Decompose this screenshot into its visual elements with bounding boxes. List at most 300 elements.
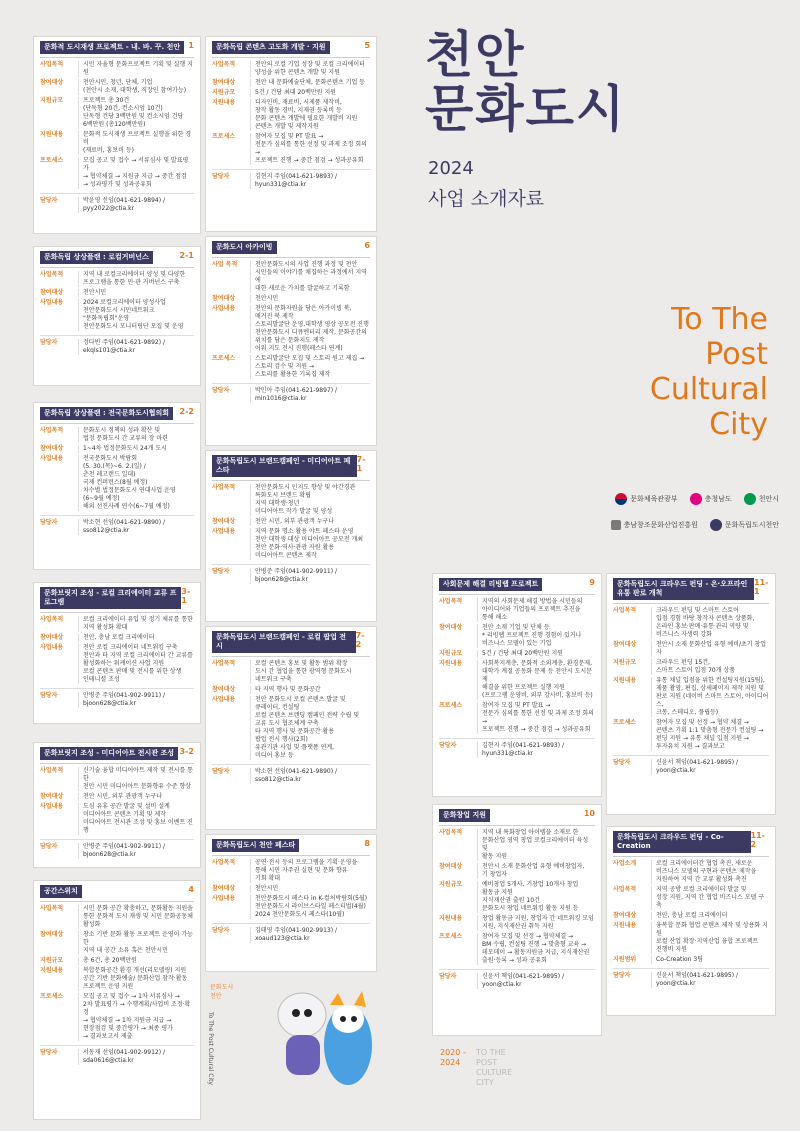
row-label: 참여대상 (40, 793, 64, 800)
card-row (439, 863, 595, 879)
row-value: 지역 내 특화창업 아이템을 소재로 한 문화산업 영역 창업 로컬크리에이터 육성 및 활동 지원 (477, 829, 595, 861)
row-value: 신기술 융합 미디어아트 제작 및 전시를 통한 천안 시민 미디어아트 문화향유 수준 향상 (78, 767, 194, 791)
logo-mcst (615, 493, 677, 505)
card-row (40, 793, 194, 801)
row-label: 담당자 (439, 742, 457, 749)
card-row (212, 885, 370, 893)
card-title: 문화독립도시 천안 페스타 (212, 839, 299, 852)
card-row (40, 688, 194, 708)
english-slogan: To The Post Cultural City (649, 302, 768, 442)
row-label: 지원범위 (613, 956, 637, 963)
card-number: 5 (364, 41, 370, 50)
row-label: 참여대상 (212, 518, 236, 525)
card-row (40, 616, 194, 632)
row-value: 천안의 문화자원을 담은 아카이빙 북, 매거진 북 제작 스토리발굴단 운영,대학생 영상 공모전 진행 천안문화도시 디큐멘터리 제작, 문화공간의 위치를 담은 문화지도 제작 어워 지도 전시 진행(페스타 연계) (250, 305, 370, 353)
card-row (40, 289, 194, 297)
row-label: 참여대상 (40, 634, 64, 641)
card-row (613, 886, 769, 910)
row-value: 시민 문화 공간 확충하고, 문화활동 지원을 통한 문화적 도시 재생 및 시민 문화공동체 활성화 (78, 905, 194, 929)
row-value: 천안 문화도시 로컬 콘텐츠 발굴 및 큐레이터, 컨설팅 로컬 콘텐츠 브랜딩 캠페인 전략 수립 및 교류 도시 협조체계 구축 타 지역 행사 및 문화공간 활용 팝업 전시 행사(2회) 유관기관 사업 및 플랫폼 연계, 미디어 홍보 등 (250, 696, 370, 760)
card-header (212, 455, 370, 481)
card-row (439, 650, 595, 658)
row-label: 프로세스 (40, 993, 64, 1000)
row-value: 천안, 충남 로컬 크리에이터 (651, 912, 769, 920)
row-value: 천안시 소재 문화산업 유형 예비/초기 창업자 (651, 641, 769, 657)
row-label: 참여대상 (212, 686, 236, 693)
card-row (439, 969, 595, 989)
card-number: 7-1 (356, 455, 366, 473)
row-value: 창업 활동금 지원, 창업자 간 네트워킹 모임 지원, 지식재산권 취득 지원 (477, 915, 595, 931)
row-value: 스토리발굴단 모집 및 스토리 원고 제집 → 스토리 검수 및 지원 → 스토리를 활용한 기록집 제작 (250, 355, 370, 379)
card-title: 공간스위치 (40, 885, 82, 898)
row-value: 천안시민 (78, 289, 194, 297)
card-title: 문화독립도시 크라우드 펀딩 - Co-Creation (613, 831, 751, 853)
row-label: 담당자 (613, 972, 631, 979)
card-number: 11-2 (750, 831, 765, 849)
row-value: 박윤영 선임(041-621-9894) / pyy2022@ctia.kr (78, 197, 194, 213)
card-row (40, 193, 194, 213)
row-value: 총 6건, 총 20백만원 (78, 957, 194, 965)
row-label: 사업목적 (212, 859, 236, 866)
card-row (40, 644, 194, 684)
card-row (613, 968, 769, 988)
program-card (606, 573, 776, 815)
card-row (613, 719, 769, 751)
card-number: 2-1 (179, 251, 194, 260)
row-label: 참여대상 (613, 641, 637, 648)
row-value: 천안시민, 청년, 단체, 기업 (천안시 소재, 대학생, 직장인 참여가능) (78, 79, 194, 95)
card-row (40, 839, 194, 859)
program-card (606, 826, 776, 1016)
program-card (432, 573, 602, 797)
card-title: 문화독립도시 크라우드 펀딩 - 온·오프라인 유통 판로 개척 (613, 578, 754, 600)
program-card (205, 626, 377, 830)
row-label: 참여대상 (40, 445, 64, 452)
program-card (432, 804, 602, 1036)
card-row (439, 738, 595, 758)
card-row (212, 169, 370, 189)
card-row (212, 383, 370, 403)
card-header (212, 839, 370, 856)
card-number: 10 (583, 809, 595, 818)
row-value: 전국문화도시 박람회 (5. 30.(목)~6. 2.(일) / 춘천 레고랜드 일대) 국제 컨퍼런스(8월 예정) 차수별 법정문화도시 연대사업 운영 (6~9월 예정) 해외 선진사례 연수(6~7월 예정) (78, 455, 194, 511)
row-label: 사업목적 (212, 660, 236, 667)
row-value: 천안문화도시의 사업 진행 과정 및 천안 시민들의 이야기를 채집하는 과정에서 지역에 대한 새로운 가치를 발굴하고 기록함 (250, 261, 370, 293)
row-label: 사업내용 (212, 895, 236, 902)
row-label: 사업목적 (40, 61, 64, 68)
card-row (40, 61, 194, 77)
row-label: 사업목적 (40, 427, 64, 434)
row-label: 사업목적 (40, 271, 64, 278)
row-label: 참여대상 (613, 912, 637, 919)
card-header (40, 41, 194, 58)
program-card (33, 880, 201, 1120)
card-row (212, 564, 370, 584)
logo-cheonan-label: 천안시 (758, 495, 779, 503)
card-row (439, 598, 595, 622)
row-label: 사업내용 (212, 305, 236, 312)
row-value: 박민아 주임(041-621-9897) / min1016@ctia.kr (250, 387, 370, 403)
row-label: 담당자 (212, 768, 230, 775)
row-label: 사업목적 (212, 484, 236, 491)
row-label: 참여대상 (40, 931, 64, 938)
card-row (212, 528, 370, 560)
program-card (33, 402, 201, 570)
card-row (40, 445, 194, 453)
card-number: 4 (188, 885, 194, 894)
row-label: 담당자 (613, 759, 631, 766)
card-title: 문화브릿지 조성 - 로컬 크리에이터 교류 프로그램 (40, 587, 181, 609)
row-value: 천안문화도시 인지도 향상 및 야간경관 특화도시 브랜드 확립 지역 대학생·청년 미디어아트 작가 발굴 및 양성 (250, 484, 370, 516)
bottom-slogan: TO THE POST CULTURE CITY (476, 1048, 513, 1087)
program-card (33, 742, 201, 868)
row-label: 프로세스 (212, 133, 236, 140)
row-label: 지원내용 (40, 131, 64, 138)
card-header (40, 587, 194, 613)
card-row (40, 455, 194, 511)
row-value: 신윤서 책임(041-621-9895) / yoon@ctia.kr (651, 759, 769, 775)
card-row (40, 427, 194, 443)
row-label: 사업내용 (212, 528, 236, 535)
card-title: 문화적 도시재생 프로젝트 - 내. 바. 꾸. 천안 (40, 41, 184, 54)
card-row (613, 677, 769, 717)
card-row (40, 634, 194, 642)
card-title: 사회문제 해결 리빙랩 프로젝트 (439, 578, 542, 591)
bottom-year: 2020 - 2024 (440, 1048, 466, 1067)
card-row (613, 755, 769, 775)
card-header (40, 407, 194, 424)
card-title: 문화브릿지 조성 - 미디어아트 전시관 조성 (40, 747, 178, 760)
row-label: 담당자 (40, 519, 58, 526)
program-card (205, 450, 377, 622)
row-label: 지원내용 (40, 967, 64, 974)
main-title (425, 28, 626, 136)
card-row (439, 881, 595, 913)
row-value: 지역 내 로컬크리에이터 양성 및 다양한 프로그램을 통한 민·관 거버넌스 구축 (78, 271, 194, 287)
row-value: 참여자 모집 및 PT 발표 → 전문가 심의를 통한 선정 및 과제 조정 회의 → 프로젝트 진행 → 중간 점검 → 성과공유회 (477, 702, 595, 734)
row-label: 담당자 (212, 387, 230, 394)
card-row (212, 99, 370, 131)
card-row (40, 905, 194, 929)
row-value: 문화도시 정책의 성과 확산 및 법정 문화도시 간 교류의 장 마련 (78, 427, 194, 443)
card-title: 문화독립도시 브랜드캠페인 - 미디어아트 페스타 (212, 455, 357, 477)
program-card (205, 36, 377, 232)
card-row (212, 61, 370, 77)
logo-chungnam-label: 충청남도 (704, 495, 732, 503)
row-value: 로컬 콘텐츠 홍보 및 활동 범위 확장 도시 간 협업을 통한 광역형 문화도시 네트워크 구축 (250, 660, 370, 684)
card-row (439, 915, 595, 931)
row-label: 사업 목적 (212, 261, 238, 268)
row-label: 프로세스 (40, 157, 64, 164)
row-label: 지원내용 (613, 677, 637, 684)
row-value: 시민 자율형 문화프로젝트 기획 및 실행 지원 (78, 61, 194, 77)
row-label: 참여대상 (439, 624, 463, 631)
row-label: 사업목적 (613, 886, 637, 893)
card-row (40, 515, 194, 535)
program-card (205, 834, 377, 972)
row-label: 지원규모 (613, 659, 637, 666)
card-number: 6 (364, 241, 370, 250)
card-number: 9 (589, 578, 595, 587)
card-row (613, 912, 769, 920)
row-value: 안병준 주임(041-902-9911) / bjoon628@ctia.kr (78, 843, 194, 859)
row-label: 참여대상 (40, 79, 64, 86)
card-row (40, 957, 194, 965)
card-number: 3-1 (181, 587, 191, 605)
logo-ctia-label: 충남창조문화산업진흥원 (623, 521, 698, 529)
row-value: 신윤서 책임(041-621-9895) / yoon@ctia.kr (477, 973, 595, 989)
card-title: 문화독립 콘텐츠 고도화 개발 · 지원 (212, 41, 330, 54)
card-row (613, 956, 769, 964)
card-row (212, 686, 370, 694)
card-row (439, 933, 595, 965)
card-row (40, 79, 194, 95)
row-label: 참여대상 (212, 885, 236, 892)
row-value: 모집 공고 및 접수 → 1차 서류심사 → 2차 발표평가 → 수행계획/사업비 조정·확정 → 협약체결 → 1차 지원금 지급 → 현장점검 및 중간평가 → 최종 평가 → 결과보고서 제출 (78, 993, 194, 1041)
row-label: 사업내용 (40, 299, 64, 306)
card-row (613, 659, 769, 675)
row-label: 담당자 (40, 1049, 58, 1056)
row-label: 지원규모 (439, 650, 463, 657)
logo-culture-city (710, 519, 779, 531)
row-label: 지원규모 (212, 89, 236, 96)
card-header (40, 747, 194, 764)
row-value: 모집 공고 및 접수 → 서류심사 및 발표평가 → 협약체결 → 지원금 지급 → 중간 점검 → 성과평가 및 성과공유회 (78, 157, 194, 189)
row-value: Co-Creation 3팀 (651, 956, 769, 964)
card-header (212, 41, 370, 58)
card-row (212, 764, 370, 784)
card-row (40, 1045, 194, 1065)
row-label: 담당자 (40, 692, 58, 699)
card-row (439, 624, 595, 648)
card-row (40, 335, 194, 355)
row-value: 공연·전시 등의 프로그램을 기획·운영을 통해 시민 자주권 실현 및 문화 향유 기회 확대 (250, 859, 370, 883)
card-header (212, 631, 370, 657)
card-row (212, 923, 370, 943)
row-label: 지원규모 (40, 97, 64, 104)
card-row (212, 295, 370, 303)
row-value: 프로젝트 총 30건 (단독형 20건, 컨소시엄 10건) 단독형 건당 3백만원 및 컨소시엄 건당 6백만원 (총120백만원) (78, 97, 194, 129)
row-label: 지원내용 (212, 99, 236, 106)
card-row (40, 967, 194, 991)
row-value: 천안, 충남 로컬 크리에이터 (78, 634, 194, 642)
row-label: 지원규모 (40, 957, 64, 964)
card-row (439, 829, 595, 861)
row-label: 사업소개 (613, 860, 637, 867)
row-label: 참여대상 (212, 79, 236, 86)
card-row (212, 261, 370, 293)
card-row (40, 767, 194, 791)
row-value: 지역 문화 명소 활용 야트 페스타 운영 천안 대학생 대상 미디어아트 공모전 개최 천안 문화·역사·관광 자원 활용 미디어아트 콘텐츠 제작 (250, 528, 370, 560)
row-value: 안병준 주임(041-902-9911) / bjoon628@ctia.kr (78, 692, 194, 708)
row-label: 사업목적 (40, 767, 64, 774)
title-line-1: 천안 (425, 26, 526, 84)
card-row (40, 993, 194, 1041)
row-label: 사업목적 (40, 616, 64, 623)
program-card (33, 36, 201, 234)
row-value: 박소현 선임(041-621-9890) / sso812@ctia.kr (78, 519, 194, 535)
row-value: 서동재 선임(041-902-9912) / sda0616@ctia.kr (78, 1049, 194, 1065)
row-label: 사업내용 (212, 696, 236, 703)
row-value: 크라우드 펀딩 및 스마트 스토어 입점 경험 바탕 창작자 콘텐츠 상품화, 온라인 홍보·판매·유통·관리 역량 및 비즈니스 자생력 강화 (651, 607, 769, 639)
row-value: 천안 시민, 외부 관광객 누구나 (78, 793, 194, 801)
row-label: 참여대상 (212, 295, 236, 302)
card-number: 7-2 (355, 631, 365, 649)
row-value: 천안의 로컬 기업 성장 및 로컬 크리에이터 양성을 위한 콘텐츠 개발 및 지원 (250, 61, 370, 77)
row-value: 박소현 선임(041-621-9890) / sso812@ctia.kr (250, 768, 370, 784)
card-header (40, 251, 194, 268)
row-value: 지역 공방 로컬 크리에이터 발굴 및 성장 지원, 지역 간 협업 비즈니스 모델 구축 (651, 886, 769, 910)
logo-mcst-label: 문화체육관광부 (630, 495, 678, 503)
row-value: 천안시민 (250, 885, 370, 893)
vertical-slogan: To The Post Cultural City (207, 1012, 214, 1086)
row-label: 참여대상 (439, 863, 463, 870)
row-label: 담당자 (212, 568, 230, 575)
row-value: 융복합 문화 협업 콘텐츠 제작 및 상용화 지원 로컬 산업 확장·지역산업 융합 프로젝트 진행비 지원 (651, 922, 769, 954)
row-value: 김태영 주임(041-902-9913) / xoaud123@ctia.kr (250, 927, 370, 943)
row-label: 담당자 (212, 927, 230, 934)
row-value: 천안 소재 기업 및 단체 등 * 리빙랩 프로젝트 진행 경험이 있거나 비즈니스 모델이 있는 기업 (477, 624, 595, 648)
row-value: 사회복지계층, 문화적 소외계층, 환경문제, 대학가 계절 공동화 문제 등 천안시 도시문제 해결을 위한 프로젝트 실행 지원 (프로그램 운영비, 외부 강사비, 홍보비 등) (477, 660, 595, 700)
row-value: 참여자 모집 및 PT 발표 → 전문가 심의를 통한 선정 및 과제 조정 회의 → 프로젝트 진행 → 중간 점검 → 성과공유회 (250, 133, 370, 165)
program-card (33, 582, 201, 724)
logo-culture-city-label: 문화독립도시천안 (724, 521, 779, 529)
row-value: 복합문화공간 환경 개선(리모델링) 지원 공간 기반 문화예술/ 문화산업 참작·활동 프로젝트 운영 지원 (78, 967, 194, 991)
row-value: 안병준 주임(041-902-9911) / bjoon628@ctia.kr (250, 568, 370, 584)
card-number: 2-2 (179, 407, 194, 416)
card-row (40, 97, 194, 129)
card-row (613, 607, 769, 639)
row-value: 유통 채널 입점을 위한 컨설팅지원(15팀), 제품 촬영, 편집, 상세페이지 제작 지원 및 판로 지원 (네이버 스마트 스토어, 아이디어스, 크몽, 스테디오, 플립등) (651, 677, 769, 717)
card-row (212, 895, 370, 919)
row-value: 천안문화도시 페스타 in K-컬처박람회(5월) 천안문화도시 라이브스타일 페스티벌(4월) 2024 천안문화도시 페스타(10월) (250, 895, 370, 919)
card-row (613, 641, 769, 657)
card-number: 11-1 (754, 578, 769, 596)
row-value: 정다빈 주임(041-621-9892) / ekqls101@ctia.kr (78, 339, 194, 355)
row-label: 프로세스 (439, 702, 463, 709)
card-number: 3-2 (179, 747, 194, 756)
card-row (439, 660, 595, 700)
card-row (40, 157, 194, 189)
card-row (212, 305, 370, 353)
mascot-illustration (270, 985, 380, 1100)
row-label: 사업목적 (439, 829, 463, 836)
row-value: 예비창업 5개사, 기창업 10개사 창업 활동금 지원 지식재산권 출원 10건 문화도시 창업 네트워킹 활동 지원 등 (477, 881, 595, 913)
card-row (212, 79, 370, 87)
row-label: 지원내용 (613, 922, 637, 929)
row-label: 지원내용 (439, 915, 463, 922)
card-row (40, 931, 194, 955)
row-value: 참여자 모집 및 선정 → 협약체결 → BM 수립, 컨설팅 진행 → 맞춤형 교육 → 데모데이 → 활동지원금 지급, 지식재산권 출원·등록 → 성과 공유회 (477, 933, 595, 965)
row-label: 담당자 (212, 173, 230, 180)
program-card (33, 246, 201, 386)
row-label: 담당자 (40, 339, 58, 346)
row-label: 사업내용 (40, 455, 64, 462)
row-value: 천안시민 (250, 295, 370, 303)
row-value: 도심 유휴 공간 발굴 및 설비 설계 미디어아트 콘텐츠 기획 및 제작 미디어아트 전시관 조성 및 홍보 이벤트 진행 (78, 803, 194, 835)
card-row (212, 518, 370, 526)
title-line-2: 문화도시 (425, 80, 627, 138)
logo-row (585, 493, 785, 531)
logo-chungnam (690, 493, 732, 505)
card-row (613, 860, 769, 884)
row-label: 담당자 (40, 197, 58, 204)
card-row (439, 702, 595, 734)
row-label: 담당자 (439, 973, 457, 980)
brand-label: 문화도시 천안 (210, 984, 234, 1000)
card-header (439, 578, 595, 595)
row-value: 문화적 도시재생 프로젝트 실행을 위한 경비 (재료비, 홍보비 등) (78, 131, 194, 155)
row-value: 로컬 크리에이터 유입 및 정기 체류를 통한 지역 활성화 확대 (78, 616, 194, 632)
row-value: 참여자 모집 및 선정 → 협약 체결 → 콘텐츠 기획 1:1 맞춤형 전문가 컨설팅 → 펀딩 지원 → 유통 채널 입점 지원 → 투자유치 지원 → 결과보고 (651, 719, 769, 751)
card-row (212, 89, 370, 97)
row-label: 사업내용 (40, 644, 64, 651)
row-value: 천안시 소재 문화산업 유형 예비창업자, 기 창업자 (477, 863, 595, 879)
card-row (40, 271, 194, 287)
row-value: 지역의 사회문제 해결 방법을 시민들의 아이디어와 기업들의 프로젝트 추진을 통해 해소 (477, 598, 595, 622)
row-label: 프로세스 (613, 719, 637, 726)
row-label: 지원규모 (439, 881, 463, 888)
card-row (212, 484, 370, 516)
card-row (212, 660, 370, 684)
row-value: 천안 로컬 크리에이터 네트워킹 구축 천안과 타 지역 로컬 크리에이터 간 교류를 활성화하는 워케이션 사업 지원 로컬 콘텐츠 판매 및 전시를 위한 상생 인테니셜 조성 (78, 644, 194, 684)
program-card (205, 236, 377, 446)
card-row (40, 803, 194, 835)
row-value: 천안 시민, 외부 관광객 누구나 (250, 518, 370, 526)
row-value: 천안 내 문화예술단체, 문화콘텐츠 기업 등 (250, 79, 370, 87)
row-value: 5건 / 건당 최대 20백만원 지원 (250, 89, 370, 97)
row-label: 사업목적 (212, 61, 236, 68)
card-header (439, 809, 595, 826)
row-label: 참여대상 (40, 289, 64, 296)
row-value: 5건 / 건당 최대 20백만원 지원 (477, 650, 595, 658)
row-label: 프로세스 (439, 933, 463, 940)
logo-ctia (611, 519, 698, 531)
card-row (212, 133, 370, 165)
row-value: 1~4차 법정문화도시 24개 도시 (78, 445, 194, 453)
row-label: 사업목적 (439, 598, 463, 605)
row-value: 타 지역 행사 및 문화공간 (250, 686, 370, 694)
row-label: 사업내용 (40, 803, 64, 810)
row-value: 2024 로컬크리에이터 양성사업 천안문화도시 시민네트워크 "문화독립회"운영 천안문화도시 모니터링단 모집 및 운영 (78, 299, 194, 331)
card-title: 문화독립 상상플랜 : 로컬거버넌스 (40, 251, 153, 264)
card-header (40, 885, 194, 902)
card-row (212, 696, 370, 760)
card-header (613, 831, 769, 857)
card-number: 1 (188, 41, 194, 50)
row-value: 로컬 크리에이터간 협업 촉진, 새로운 비즈니스 모델의 구현과 콘텐츠 제작을 지원하여 지역 간 교류 활성화 촉진 (651, 860, 769, 884)
card-title: 문화독립 상상플랜 : 전국문화도시협의회 (40, 407, 173, 420)
card-row (212, 355, 370, 379)
card-row (212, 859, 370, 883)
year: 2024 (428, 158, 474, 179)
row-value: 김현지 주임(041-621-9893) / hyun331@ctia.kr (250, 173, 370, 189)
card-row (40, 131, 194, 155)
card-header (613, 578, 769, 604)
row-label: 프로세스 (212, 355, 236, 362)
row-label: 지원내용 (439, 660, 463, 667)
row-label: 사업목적 (40, 905, 64, 912)
row-label: 담당자 (40, 843, 58, 850)
subtitle: 사업 소개자료 (428, 188, 545, 210)
logo-cheonan (744, 493, 779, 505)
row-value: 신윤서 책임(041-621-9895) / yoon@ctia.kr (651, 972, 769, 988)
row-value: 창소 기반 문화 활동 프로젝트 운영이 가능한 지역 내 공간 소유 혹은 천안시민 (78, 931, 194, 955)
card-header (212, 241, 370, 258)
card-title: 문화도시 아카이빙 (212, 241, 277, 254)
card-row (40, 299, 194, 331)
row-value: 김현지 주임(041-621-9893) / hyun331@ctia.kr (477, 742, 595, 758)
